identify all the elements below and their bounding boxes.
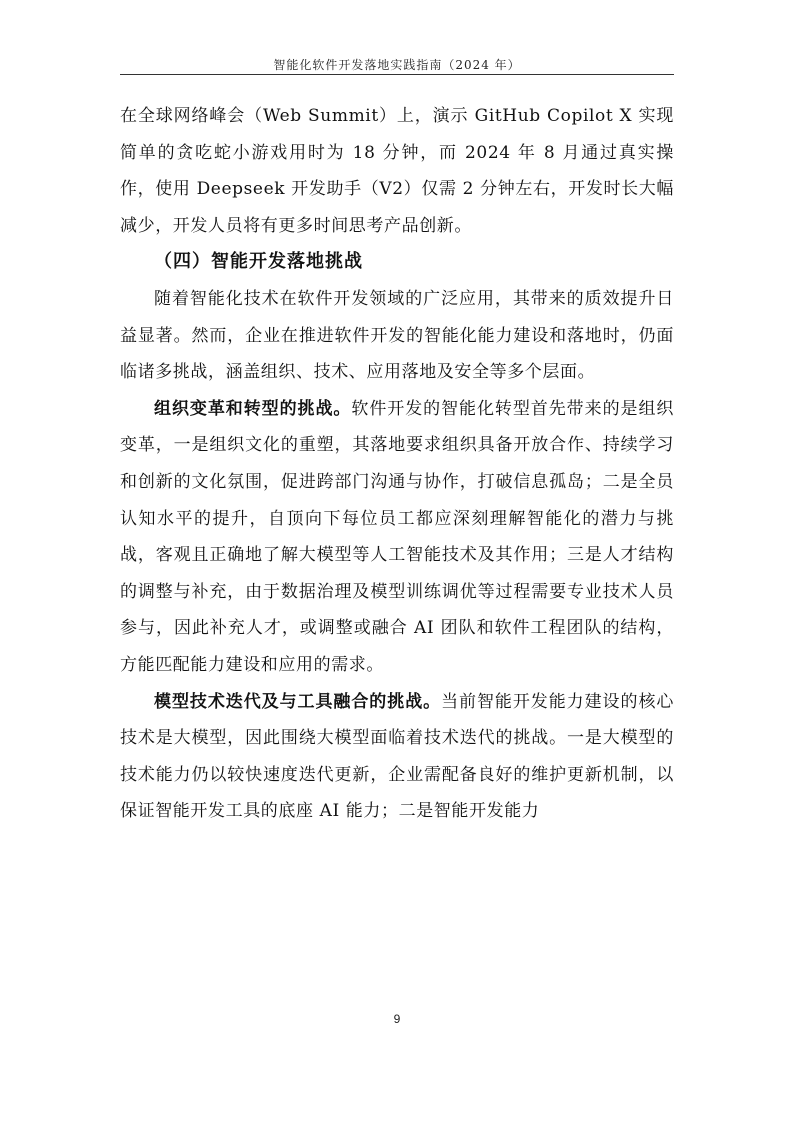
paragraph-organizational-change <box>120 391 674 684</box>
page-number: 9 <box>393 1012 401 1026</box>
document-body <box>120 98 674 830</box>
paragraph-lead-model: 模型技术迭代及与工具融合的挑战。 <box>154 691 442 712</box>
section-heading: （四）智能开发落地挑战 <box>154 251 363 273</box>
paragraph-web-summit-demo: 在全球网络峰会（Web Summit）上，演示 GitHub Copilot X 实现简单的贪吃蛇小游戏用时为 18 分钟，而 2024 年 8 月通过真实操作，使用 Deepseek 开发助手（V2）仅需 2 分钟左右，开发时长大幅减少，开发人员将有更多时间思考产品创新。 <box>120 106 674 236</box>
header-rule <box>120 74 674 75</box>
running-header: 智能化软件开发落地实践指南（2024 年） <box>273 58 521 72</box>
paragraph-text-model: 当前智能开发能力建设的核心技术是大模型，因此围绕大模型面临着技术迭代的挑战。一是大模型的技术能力仍以较快速度迭代更新，企业需配备良好的维护更新机制，以保证智能开发工具的底座 AI 能力；二是智能开发能力 <box>120 691 674 822</box>
paragraph-model-iteration <box>120 684 674 830</box>
paragraph-challenges-intro: 随着智能化技术在软件开发领域的广泛应用，其带来的质效提升日益显著。然而，企业在推进软件开发的智能化能力建设和落地时，仍面临诸多挑战，涵盖组织、技术、应用落地及安全等多个层面。 <box>120 288 674 383</box>
paragraph-lead-organizational: 组织变革和转型的挑战。 <box>154 398 352 419</box>
paragraph-text-organizational: 软件开发的智能化转型首先带来的是组织变革，一是组织文化的重塑，其落地要求组织具备开放合作、持续学习和创新的文化氛围，促进跨部门沟通与协作，打破信息孤岛；二是全员认知水平的提升，自顶向下每位员工都应深刻理解智能化的潜力与挑战，客观且正确地了解大模型等人工智能技术及其作用；三是人才结构的调整与补充，由于数据治理及模型训练调优等过程需要专业技术人员参与，因此补充人才，或调整或融合 AI 团队和软件工程团队的结构，方能匹配能力建设和应用的需求。 <box>120 398 674 675</box>
